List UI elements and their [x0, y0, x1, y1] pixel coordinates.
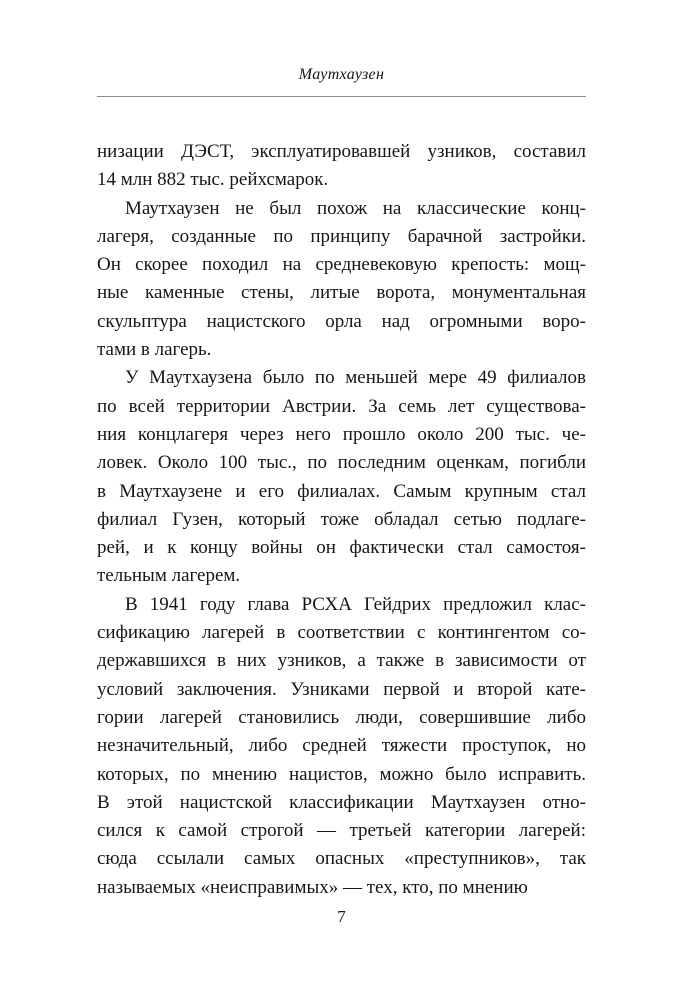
text-line: лагеря, созданные по принципу барачной застройки.: [97, 225, 586, 247]
running-header: Маутхаузен: [298, 66, 385, 83]
text-line: условий заключения. Узниками первой и второй кате-: [97, 678, 586, 700]
paragraph: [97, 591, 586, 902]
text-line: тами в лагерь.: [97, 339, 212, 361]
text-line: ния концлагеря через него прошло около 200 тыс. че-: [97, 423, 586, 445]
paragraph: [97, 195, 586, 365]
text-line: сился к самой строгой — третьей категории лагерей:: [97, 820, 586, 842]
text-line: по всей территории Австрии. За семь лет существова-: [97, 395, 586, 417]
text-line: филиал Гузен, который тоже обладал сетью подлаге-: [97, 508, 586, 530]
text-line: тельным лагерем.: [97, 565, 241, 587]
header-rule: [97, 96, 586, 97]
text-line: 14 млн 882 тыс. рейхсмарок.: [97, 169, 329, 191]
text-line: сюда ссылали самых опасных «преступников», так: [97, 848, 586, 870]
text-line: низации ДЭСТ, эксплуатировавшей узников, составил: [97, 141, 586, 162]
page-number: 7: [337, 907, 346, 926]
text-line: В этой нацистской классификации Маутхаузен отно-: [97, 791, 586, 813]
text-line: державшихся в них узников, а также в зависимости от: [97, 650, 586, 672]
text-line: которых, по мнению нацистов, можно было исправить.: [97, 763, 586, 785]
text-line: сификацию лагерей в соответствии с контингентом со-: [97, 622, 586, 644]
text-line: незначительный, либо средней тяжести проступок, но: [97, 735, 586, 757]
text-line: называемых «неисправимых» — тех, кто, по мнению: [97, 876, 528, 898]
text-line: У Маутхаузена было по меньшей мере 49 филиалов: [125, 367, 586, 389]
text-line: Маутхаузен не был похож на классические конц-: [125, 197, 586, 219]
text-line: гории лагерей становились люди, совершившие либо: [97, 706, 586, 728]
page-body: [97, 138, 586, 902]
text-line: скульптура нацистского орла над огромными воро-: [97, 310, 586, 332]
text-line: ные каменные стены, литые ворота, монументальная: [97, 282, 586, 304]
text-line: в Маутхаузене и его филиалах. Самым крупным стал: [97, 480, 586, 502]
text-line: рей, и к концу войны он фактически стал самостоя-: [97, 537, 586, 559]
text-line: ловек. Около 100 тыс., по последним оценкам, погибли: [97, 452, 586, 474]
paragraph: [97, 138, 586, 195]
paragraph: [97, 364, 586, 590]
text-line: Он скорее походил на средневековую крепость: мощ-: [97, 254, 586, 276]
text-line: В 1941 году глава РСХА Гейдрих предложил клас-: [125, 593, 586, 615]
